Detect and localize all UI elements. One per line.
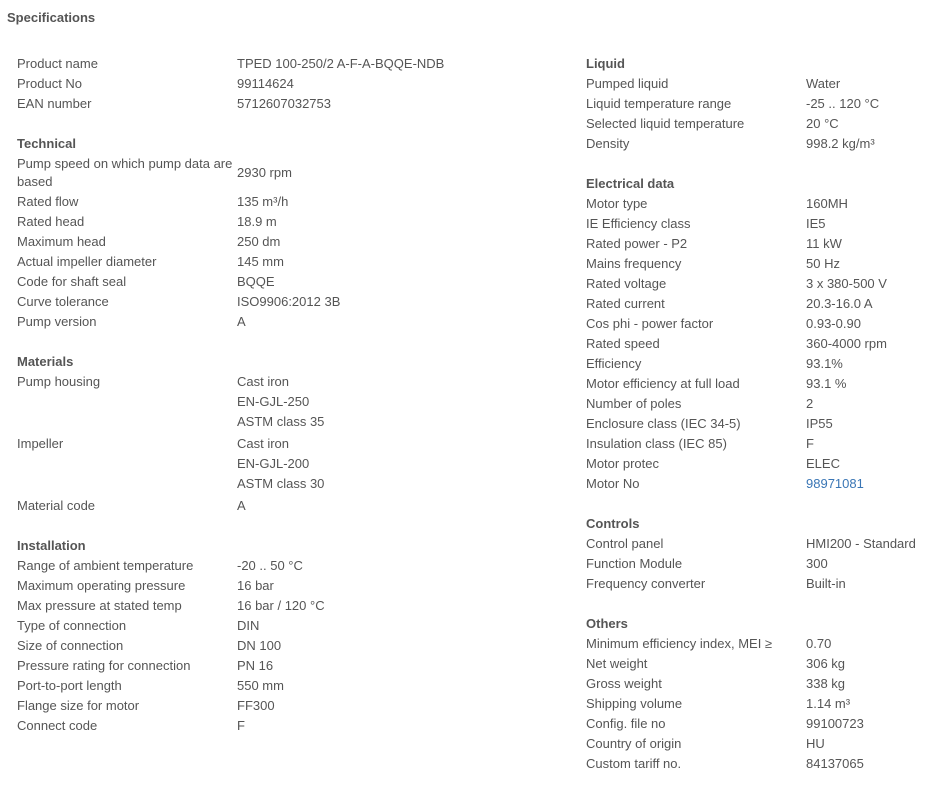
spec-label: IE Efficiency class (586, 216, 691, 231)
spec-value (237, 373, 447, 433)
spec-row (17, 556, 447, 576)
page-title: Specifications (7, 10, 96, 25)
spec-row (586, 414, 921, 434)
section-heading: Others (586, 616, 628, 631)
spec-label: Enclosure class (IEC 34-5) (586, 416, 741, 431)
spec-row (586, 734, 921, 754)
spec-label: Custom tariff no. (586, 756, 682, 771)
spec-row (17, 232, 447, 252)
spec-label: Maximum operating pressure (17, 578, 186, 593)
spec-row (586, 234, 921, 254)
spec-label: Control panel (586, 536, 664, 551)
spec-value: 306 kg (806, 656, 846, 671)
spec-value: 1.14 m³ (806, 696, 851, 711)
spec-row (17, 372, 447, 434)
spec-value[interactable]: 98971081 (806, 476, 864, 491)
spec-value: 300 (806, 556, 828, 571)
spec-value-line: EN-GJL-200 (237, 456, 310, 471)
spec-row (17, 496, 447, 516)
spec-value: -25 .. 120 °C (806, 96, 880, 111)
section-liquid (586, 54, 921, 154)
spec-row (17, 696, 447, 716)
spec-value: ISO9906:2012 3B (237, 294, 341, 309)
spec-label: Flange size for motor (17, 698, 140, 713)
spec-label: Function Module (586, 556, 683, 571)
spec-row (586, 94, 921, 114)
spec-row (17, 596, 447, 616)
spec-value: 99100723 (806, 716, 864, 731)
spec-row (17, 272, 447, 292)
spec-label: Density (586, 136, 630, 151)
spec-value: 145 mm (237, 254, 284, 269)
spec-row (586, 754, 921, 774)
spec-label: Motor No (586, 476, 640, 491)
spec-value: 16 bar / 120 °C (237, 598, 325, 613)
spec-value: 20.3-16.0 A (806, 296, 873, 311)
spec-row (586, 274, 921, 294)
spec-label: Config. file no (586, 716, 666, 731)
section-heading: Technical (17, 136, 77, 151)
spec-label: Gross weight (586, 676, 662, 691)
spec-label: Rated flow (17, 194, 79, 209)
spec-row (586, 314, 921, 334)
section-materials (17, 352, 447, 516)
spec-value: 338 kg (806, 676, 846, 691)
spec-label: Insulation class (IEC 85) (586, 436, 727, 451)
spec-row (586, 74, 921, 94)
spec-value-line: Cast iron (237, 436, 290, 451)
spec-label: Minimum efficiency index, MEI ≥ (586, 636, 773, 651)
section-technical (17, 134, 447, 332)
spec-row (17, 74, 447, 94)
spec-value: 2 (806, 396, 814, 411)
section-electrical-data (586, 174, 921, 494)
spec-value: Built-in (806, 576, 846, 591)
section-heading: Electrical data (586, 176, 675, 191)
spec-row (17, 676, 447, 696)
spec-value: 250 dm (237, 234, 281, 249)
section-others (586, 614, 921, 774)
spec-row (586, 474, 921, 494)
spec-row (586, 714, 921, 734)
spec-value-line: ASTM class 30 (237, 476, 325, 491)
spec-row (586, 114, 921, 134)
spec-label: Size of connection (17, 638, 124, 653)
spec-row (17, 312, 447, 332)
spec-value: DIN (237, 618, 260, 633)
spec-label: Rated current (586, 296, 665, 311)
spec-value: 160MH (806, 196, 848, 211)
spec-value: 550 mm (237, 678, 284, 693)
spec-label: Frequency converter (586, 576, 706, 591)
spec-value: IE5 (806, 216, 826, 231)
spec-label: Motor type (586, 196, 648, 211)
spec-label: Max pressure at stated temp (17, 598, 182, 613)
spec-row (586, 194, 921, 214)
spec-row (17, 54, 447, 74)
spec-value-line: EN-GJL-250 (237, 394, 310, 409)
spec-value-line: ASTM class 35 (237, 414, 325, 429)
spec-row (586, 554, 921, 574)
section-product (17, 54, 447, 114)
spec-label: Number of poles (586, 396, 682, 411)
spec-value: HMI200 - Standard (806, 536, 916, 551)
spec-row (17, 192, 447, 212)
spec-value: 16 bar (237, 578, 274, 593)
spec-value (237, 435, 447, 495)
spec-label: Pump housing (17, 374, 101, 389)
spec-row (17, 636, 447, 656)
spec-row (586, 634, 921, 654)
section-heading: Controls (586, 516, 640, 531)
spec-label: Impeller (17, 436, 64, 451)
spec-row (586, 214, 921, 234)
spec-row (586, 134, 921, 154)
spec-value: Water (806, 76, 841, 91)
spec-row (17, 252, 447, 272)
spec-label: EAN number (17, 96, 92, 111)
spec-value: F (806, 436, 814, 451)
spec-label: Product No (17, 76, 83, 91)
section-installation (17, 536, 447, 736)
spec-value: A (237, 314, 246, 329)
spec-label: Pump speed on which pump data are based (17, 156, 233, 189)
spec-label: Pumped liquid (586, 76, 669, 91)
spec-label: Shipping volume (586, 696, 683, 711)
section-heading: Materials (17, 354, 74, 369)
spec-label: Connect code (17, 718, 98, 733)
section-heading: Liquid (586, 56, 625, 71)
spec-label: Curve tolerance (17, 294, 109, 309)
spec-label: Liquid temperature range (586, 96, 732, 111)
spec-label: Rated voltage (586, 276, 667, 291)
spec-value: 99114624 (237, 76, 294, 91)
spec-label: Maximum head (17, 234, 106, 249)
spec-label: Product name (17, 56, 98, 71)
spec-row (17, 292, 447, 312)
spec-row (17, 434, 447, 496)
spec-value: -20 .. 50 °C (237, 558, 303, 573)
spec-label: Selected liquid temperature (586, 116, 745, 131)
spec-row (17, 616, 447, 636)
spec-row (586, 434, 921, 454)
spec-row (17, 716, 447, 736)
spec-label: Cos phi - power factor (586, 316, 714, 331)
section-heading: Installation (17, 538, 86, 553)
spec-value: 11 kW (806, 236, 842, 251)
specs-left-column (17, 54, 447, 756)
spec-row (586, 534, 921, 554)
spec-label: Motor efficiency at full load (586, 376, 740, 391)
spec-label: Rated power - P2 (586, 236, 688, 251)
spec-row (586, 374, 921, 394)
spec-value: 0.93-0.90 (806, 316, 861, 331)
section-controls (586, 514, 921, 594)
spec-label: Range of ambient temperature (17, 558, 194, 573)
spec-value: 84137065 (806, 756, 864, 771)
spec-label: Port-to-port length (17, 678, 122, 693)
spec-value: PN 16 (237, 658, 274, 673)
spec-value: 93.1% (806, 356, 843, 371)
spec-label: Net weight (586, 656, 648, 671)
spec-value: 18.9 m (237, 214, 277, 229)
spec-label: Pump version (17, 314, 97, 329)
spec-row (586, 254, 921, 274)
spec-value: IP55 (806, 416, 833, 431)
spec-label: Country of origin (586, 736, 682, 751)
spec-value: 50 Hz (806, 256, 840, 271)
spec-label: Pressure rating for connection (17, 658, 191, 673)
spec-row (586, 654, 921, 674)
spec-row (586, 334, 921, 354)
spec-value: 0.70 (806, 636, 832, 651)
spec-label: Mains frequency (586, 256, 682, 271)
spec-row (586, 454, 921, 474)
spec-value: 93.1 % (806, 376, 847, 391)
spec-value: TPED 100-250/2 A-F-A-BQQE-NDB (237, 56, 445, 71)
spec-value: BQQE (237, 274, 275, 289)
spec-label: Code for shaft seal (17, 274, 127, 289)
specs-right-column (586, 54, 921, 794)
spec-value: FF300 (237, 698, 275, 713)
spec-value: 2930 rpm (237, 165, 292, 180)
spec-row (586, 694, 921, 714)
spec-label: Type of connection (17, 618, 127, 633)
spec-row (17, 576, 447, 596)
spec-row (17, 656, 447, 676)
spec-value: 20 °C (806, 116, 839, 131)
spec-row (586, 294, 921, 314)
spec-value: F (237, 718, 245, 733)
spec-value: DN 100 (237, 638, 282, 653)
spec-value: HU (806, 736, 825, 751)
spec-value: ELEC (806, 456, 840, 471)
spec-value: 998.2 kg/m³ (806, 136, 875, 151)
spec-value: A (237, 498, 246, 513)
spec-label: Material code (17, 498, 96, 513)
spec-row (586, 574, 921, 594)
spec-value: 3 x 380-500 V (806, 276, 887, 291)
spec-label: Rated speed (586, 336, 660, 351)
spec-row (586, 394, 921, 414)
spec-value: 5712607032753 (237, 96, 331, 111)
spec-label: Motor protec (586, 456, 659, 471)
spec-label: Rated head (17, 214, 85, 229)
spec-row (17, 154, 447, 192)
spec-label: Actual impeller diameter (17, 254, 157, 269)
spec-value: 360-4000 rpm (806, 336, 887, 351)
spec-value-line: Cast iron (237, 374, 290, 389)
spec-row (586, 354, 921, 374)
spec-row (17, 94, 447, 114)
spec-row (17, 212, 447, 232)
spec-label: Efficiency (586, 356, 642, 371)
spec-value: 135 m³/h (237, 194, 289, 209)
spec-row (586, 674, 921, 694)
